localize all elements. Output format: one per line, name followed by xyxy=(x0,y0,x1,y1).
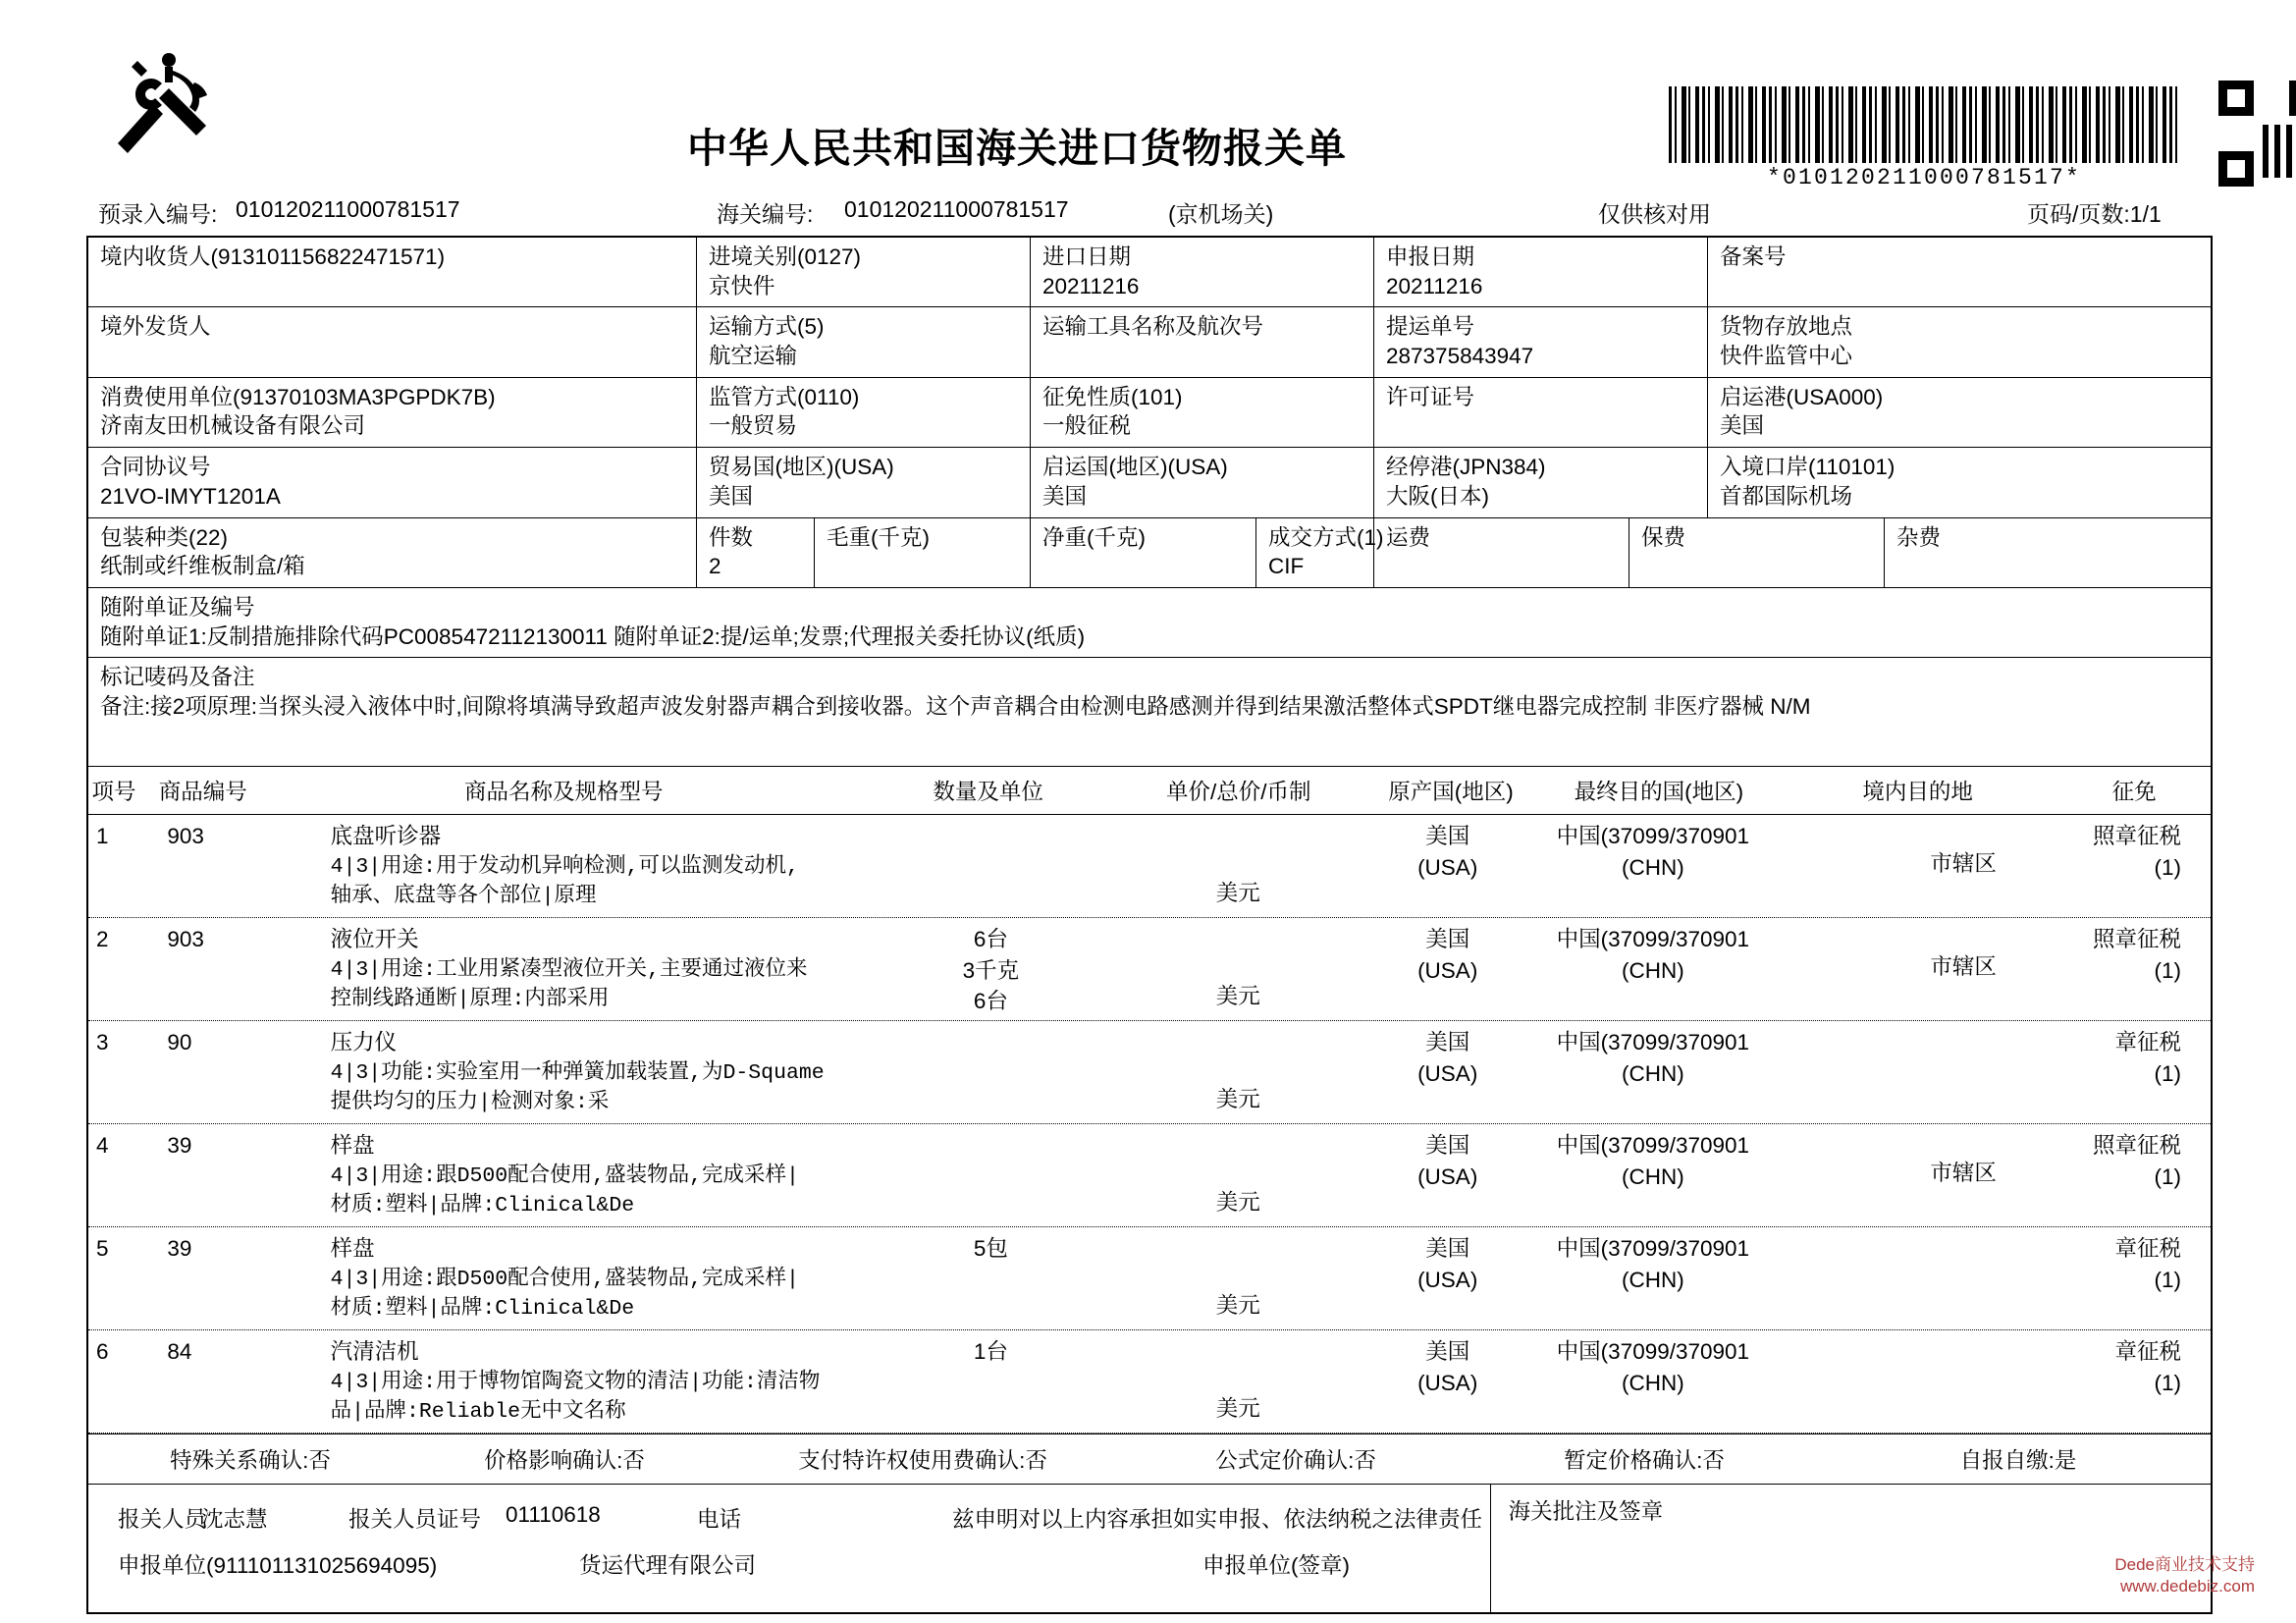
levy-type: 照章征税 xyxy=(2093,1133,2182,1159)
field-import-port-type xyxy=(697,238,1031,306)
confirm-label: 暂定价格确认: xyxy=(1564,1448,1703,1474)
dest-country: 中国(37099/370901 xyxy=(1556,1030,1750,1055)
goods-spec-line1: 4|3|用途:跟D500配合使用,盛装物品,完成采样| xyxy=(330,1267,799,1291)
cell-no: 6 xyxy=(96,1339,109,1365)
declarant-cert-label: 报关人员证号 xyxy=(348,1507,482,1533)
declare-unit-sign-label: 申报单位(签章) xyxy=(1202,1553,1350,1579)
customs-no-value: 010120211000781517 xyxy=(844,196,1069,222)
field-departure-port xyxy=(1708,378,2211,447)
declaration-table xyxy=(86,236,2213,1614)
pre-entry-value: 010120211000781517 xyxy=(236,196,460,222)
cell-origin xyxy=(1360,918,1535,1020)
field-label: 运输工具名称及航次号 xyxy=(1042,314,1264,340)
origin-code: (USA) xyxy=(1417,957,1478,983)
goods-spec-line2: 材质:塑料|品牌:Clinical&De xyxy=(330,1296,635,1321)
confirm-label: 公式定价确认: xyxy=(1215,1448,1355,1474)
watermark xyxy=(2114,1554,2255,1597)
legal-statement: 兹申明对以上内容承担如实申报、依法纳税之法律责任 xyxy=(952,1507,1483,1533)
cell-levy xyxy=(2056,918,2211,1020)
table-row xyxy=(88,815,2211,918)
barcode-bars xyxy=(1669,86,2179,163)
cell-dest xyxy=(1535,918,1770,1020)
cell-no: 3 xyxy=(96,1030,109,1055)
cell-no: 1 xyxy=(96,824,109,849)
field-net-weight xyxy=(1031,518,1256,587)
origin-code: (USA) xyxy=(1417,1163,1478,1189)
declarant-name: 沈志慧 xyxy=(201,1507,268,1533)
col-header-code: 商品编号 xyxy=(158,780,247,805)
footer-customs-note xyxy=(1491,1485,2211,1612)
goods-spec-line2: 品|品牌:Reliable无中文名称 xyxy=(330,1399,626,1424)
barcode-number: *010120211000781517* xyxy=(1766,165,2082,190)
field-pieces xyxy=(697,518,815,587)
declare-unit-label: 申报单位(911101131025694095) xyxy=(118,1553,438,1579)
cell-qty xyxy=(865,1124,1116,1226)
qty-line1: 1台 xyxy=(973,1339,1008,1365)
field-value: 随附单证1:反制措施排除代码PC0085472112130011 随附单证2:提/运单;发票;代理报关委托协议(纸质) xyxy=(100,623,1086,649)
goods-title: 底盘听诊器 xyxy=(330,824,442,849)
field-value: 2 xyxy=(709,554,721,579)
table-row xyxy=(88,658,2211,767)
goods-spec-line2: 轴承、底盘等各个部位|原理 xyxy=(330,884,597,908)
goods-title: 压力仪 xyxy=(330,1030,398,1055)
field-label: 杂费 xyxy=(1896,524,1942,550)
col-header-origin: 原产国(地区) xyxy=(1388,780,1514,805)
field-value: 287375843947 xyxy=(1386,344,1534,369)
table-row xyxy=(88,1227,2211,1330)
field-value: 京快件 xyxy=(709,273,775,298)
field-overseas-consignor xyxy=(88,307,697,376)
field-license-no xyxy=(1374,378,1708,447)
field-label: 包装种类(22) xyxy=(100,524,229,550)
customs-note-label: 海关批注及签章 xyxy=(1508,1499,1664,1525)
field-value: 大阪(日本) xyxy=(1386,483,1489,509)
field-label: 消费使用单位(91370103MA3PGPDK7B) xyxy=(100,384,496,409)
field-goods-location xyxy=(1708,307,2211,376)
confirm-royalty-payment xyxy=(717,1443,1129,1475)
field-attached-docs xyxy=(88,588,2211,657)
cell-name xyxy=(270,1330,866,1433)
field-label: 征免性质(101) xyxy=(1042,384,1183,409)
cell-qty xyxy=(865,918,1116,1020)
inland-dest: 市辖区 xyxy=(1930,954,1997,980)
table-row xyxy=(88,518,2211,588)
cell-inland xyxy=(1770,815,2056,917)
cell-inland xyxy=(1770,1330,2056,1433)
field-label: 境内收货人(913101156822471571) xyxy=(100,244,446,269)
cell-price xyxy=(1116,1124,1360,1226)
customs-emblem-icon xyxy=(108,49,226,157)
origin-country: 美国 xyxy=(1425,1339,1470,1365)
origin-country: 美国 xyxy=(1425,1030,1470,1055)
cell-inland xyxy=(1770,1021,2056,1123)
qty-line2: 3千克 xyxy=(962,957,1020,983)
goods-title: 样盘 xyxy=(330,1236,375,1262)
dest-code: (CHN) xyxy=(1622,854,1684,880)
cell-inland xyxy=(1770,918,2056,1020)
confirm-label: 自报自缴: xyxy=(1959,1448,2055,1474)
cell-no: 2 xyxy=(96,927,109,952)
col-header-name: 商品名称及规格型号 xyxy=(464,780,664,805)
currency: 美元 xyxy=(1215,1087,1260,1112)
field-label: 货物存放地点 xyxy=(1720,314,1853,340)
declare-unit-value: 货运代理有限公司 xyxy=(579,1553,757,1579)
field-label: 经停港(JPN384) xyxy=(1386,455,1546,480)
field-record-no xyxy=(1708,238,2211,306)
table-row xyxy=(88,918,2211,1021)
levy-code: (1) xyxy=(2154,1060,2182,1086)
col-header-inland: 境内目的地 xyxy=(1862,780,1973,805)
dest-code: (CHN) xyxy=(1622,1370,1684,1395)
table-row xyxy=(88,378,2211,448)
confirm-price-influence xyxy=(412,1443,717,1475)
currency: 美元 xyxy=(1215,881,1260,906)
field-transport-name xyxy=(1031,307,1374,376)
field-value: 备注:接2项原理:当探头浸入液体中时,间隙将填满导致超声波发射器声耦合到接收器。这个声音耦合由检测电路感测并得到结果激活整体式SPDT继电器完成控制 非医疗器械 N/M xyxy=(100,693,1811,719)
goods-title: 样盘 xyxy=(330,1133,375,1159)
confirm-label: 支付特许权使用费确认: xyxy=(798,1448,1026,1474)
levy-type: 章征税 xyxy=(2114,1339,2182,1365)
goods-spec-line2: 材质:塑料|品牌:Clinical&De xyxy=(330,1193,635,1217)
goods-spec-line1: 4|3|功能:实验室用一种弹簧加载装置,为D-Squame xyxy=(330,1060,825,1085)
field-value: 纸制或纤维板制盒/箱 xyxy=(100,554,305,579)
cell-inland xyxy=(1770,1124,2056,1226)
inland-dest: 市辖区 xyxy=(1930,1161,1997,1186)
goods-spec-line1: 4|3|用途:用于发动机异响检测,可以监测发动机, xyxy=(330,854,799,879)
field-transit-port xyxy=(1374,448,1708,516)
page-number: 页码/页数:1/1 xyxy=(2027,201,2162,227)
field-label: 运输方式(5) xyxy=(709,314,825,340)
col-header-price: 单价/总价/币制 xyxy=(1166,780,1311,805)
field-freight xyxy=(1374,518,1629,587)
cell-price xyxy=(1116,1330,1360,1433)
confirm-value: 否 xyxy=(622,1448,645,1474)
field-value: 一般贸易 xyxy=(709,413,798,439)
check-only-note: 仅供核对用 xyxy=(1598,201,1711,227)
field-entry-port xyxy=(1708,448,2211,516)
goods-title: 液位开关 xyxy=(330,927,419,952)
currency: 美元 xyxy=(1215,1293,1260,1319)
declarant-cert-value: 01110618 xyxy=(506,1502,601,1528)
field-supervise-mode xyxy=(697,378,1031,447)
field-label: 随附单证及编号 xyxy=(100,594,255,620)
field-label: 申报日期 xyxy=(1386,244,1475,269)
field-label: 净重(千克) xyxy=(1042,524,1146,550)
cell-origin xyxy=(1360,815,1535,917)
field-label: 启运国(地区)(USA) xyxy=(1042,455,1228,480)
cell-code: 39 xyxy=(167,1236,192,1262)
origin-code: (USA) xyxy=(1417,1267,1478,1292)
col-header-dest: 最终目的国(地区) xyxy=(1574,780,1744,805)
field-levy-nature xyxy=(1031,378,1374,447)
table-row xyxy=(88,1124,2211,1227)
cell-code: 39 xyxy=(167,1133,192,1159)
cell-levy xyxy=(2056,815,2211,917)
dest-code: (CHN) xyxy=(1622,1163,1684,1189)
top-info-row xyxy=(98,196,2218,226)
field-declare-date xyxy=(1374,238,1708,306)
levy-code: (1) xyxy=(2154,1267,2182,1292)
dest-country: 中国(37099/370901 xyxy=(1556,1133,1750,1159)
origin-code: (USA) xyxy=(1417,854,1478,880)
cell-origin xyxy=(1360,1330,1535,1433)
cell-code: 903 xyxy=(167,927,204,952)
table-row xyxy=(88,307,2211,377)
qr-code-icon xyxy=(2218,81,2296,187)
cell-dest xyxy=(1535,1227,1770,1329)
cell-levy xyxy=(2056,1021,2211,1123)
goods-table-header xyxy=(88,767,2211,815)
levy-type: 章征税 xyxy=(2114,1236,2182,1262)
field-value: CIF xyxy=(1268,554,1305,579)
origin-country: 美国 xyxy=(1425,927,1470,952)
field-gross-weight xyxy=(815,518,1031,587)
cell-qty xyxy=(865,1227,1116,1329)
origin-country: 美国 xyxy=(1425,824,1470,849)
watermark-line2: www.dedebiz.com xyxy=(2119,1576,2255,1596)
dest-country: 中国(37099/370901 xyxy=(1556,927,1750,952)
inland-dest: 市辖区 xyxy=(1930,851,1997,877)
confirm-provisional-price xyxy=(1463,1443,1826,1475)
field-misc-fee xyxy=(1885,518,2211,587)
cell-name xyxy=(270,1124,866,1226)
field-transport-mode xyxy=(697,307,1031,376)
origin-country: 美国 xyxy=(1425,1133,1470,1159)
field-label: 进口日期 xyxy=(1042,244,1132,269)
levy-type: 照章征税 xyxy=(2093,824,2182,849)
field-bill-no xyxy=(1374,307,1708,376)
field-label: 合同协议号 xyxy=(100,455,211,480)
dest-code: (CHN) xyxy=(1622,1267,1684,1292)
field-import-date xyxy=(1031,238,1374,306)
field-value: 美国 xyxy=(1042,483,1088,509)
confirm-value: 否 xyxy=(1354,1448,1376,1474)
cell-qty xyxy=(865,1021,1116,1123)
levy-code: (1) xyxy=(2154,1370,2182,1395)
field-consumer-unit xyxy=(88,378,697,447)
cell-dest xyxy=(1535,1124,1770,1226)
pre-entry-label: 预录入编号: xyxy=(98,201,218,227)
field-departure-country xyxy=(1031,448,1374,516)
levy-code: (1) xyxy=(2154,1163,2182,1189)
confirm-value: 否 xyxy=(1025,1448,1047,1474)
field-label: 运费 xyxy=(1386,524,1431,550)
field-label: 入境口岸(110101) xyxy=(1720,455,1896,480)
field-value: 20211216 xyxy=(1386,273,1483,298)
footer-declarant-block xyxy=(88,1485,1491,1612)
cell-code: 90 xyxy=(167,1030,192,1055)
field-value: 快件监管中心 xyxy=(1720,344,1853,369)
confirm-label: 特殊关系确认: xyxy=(170,1448,309,1474)
cell-code: 903 xyxy=(167,824,204,849)
field-label: 保费 xyxy=(1641,524,1686,550)
field-label: 进境关别(0127) xyxy=(709,244,862,269)
col-header-qty: 数量及单位 xyxy=(933,780,1043,805)
field-insurance xyxy=(1629,518,1885,587)
cell-code: 84 xyxy=(167,1339,192,1365)
cell-no: 5 xyxy=(96,1236,109,1262)
goods-spec-line1: 4|3|用途:跟D500配合使用,盛装物品,完成采样| xyxy=(330,1163,799,1188)
cell-origin xyxy=(1360,1021,1535,1123)
field-label: 境外发货人 xyxy=(100,314,211,340)
goods-spec-line2: 提供均匀的压力|检测对象:采 xyxy=(330,1090,610,1114)
origin-code: (USA) xyxy=(1417,1370,1478,1395)
goods-spec-line2: 控制线路通断|原理:内部采用 xyxy=(330,987,610,1011)
cell-name xyxy=(270,918,866,1020)
qty-line3: 6台 xyxy=(973,989,1008,1014)
levy-code: (1) xyxy=(2154,854,2182,880)
footer-row xyxy=(88,1485,2211,1612)
field-value: 美国 xyxy=(709,483,754,509)
currency: 美元 xyxy=(1215,984,1260,1009)
confirm-label: 价格影响确认: xyxy=(484,1448,623,1474)
confirm-self-declare xyxy=(1826,1443,2211,1475)
field-label: 备案号 xyxy=(1720,244,1787,269)
confirm-special-relation xyxy=(88,1443,412,1475)
table-row xyxy=(88,238,2211,307)
confirm-value: 否 xyxy=(1702,1448,1725,1474)
table-row xyxy=(88,1330,2211,1434)
field-trade-country xyxy=(697,448,1031,516)
field-label: 启运港(USA000) xyxy=(1720,384,1884,409)
field-value: 一般征税 xyxy=(1042,413,1132,439)
dest-code: (CHN) xyxy=(1622,957,1684,983)
dest-code: (CHN) xyxy=(1622,1060,1684,1086)
levy-type: 照章征税 xyxy=(2093,927,2182,952)
field-value: 济南友田机械设备有限公司 xyxy=(100,413,366,439)
field-consignee xyxy=(88,238,697,306)
declarant-label: 报关人员 xyxy=(118,1507,207,1533)
cell-price xyxy=(1116,1227,1360,1329)
goods-spec-line1: 4|3|用途:用于博物馆陶瓷文物的清洁|功能:清洁物 xyxy=(330,1370,821,1394)
cell-levy xyxy=(2056,1330,2211,1433)
field-label: 监管方式(0110) xyxy=(709,384,860,409)
field-value: 航空运输 xyxy=(709,344,798,369)
field-value: 21VO-IMYT1201A xyxy=(100,483,281,509)
goods-title: 汽清洁机 xyxy=(330,1339,419,1365)
field-trade-terms xyxy=(1256,518,1384,587)
barcode xyxy=(1669,86,2179,190)
field-label: 件数 xyxy=(709,524,754,550)
confirm-value: 否 xyxy=(308,1448,331,1474)
levy-type: 章征税 xyxy=(2114,1030,2182,1055)
cell-name xyxy=(270,1021,866,1123)
currency: 美元 xyxy=(1215,1396,1260,1422)
qty-line3: 5包 xyxy=(973,1236,1008,1262)
cell-name xyxy=(270,815,866,917)
field-value: 美国 xyxy=(1720,413,1765,439)
origin-code: (USA) xyxy=(1417,1060,1478,1086)
field-label: 提运单号 xyxy=(1386,314,1475,340)
goods-spec-line1: 4|3|用途:工业用紧凑型液位开关,主要通过液位来 xyxy=(330,957,808,982)
cell-inland xyxy=(1770,1227,2056,1329)
cell-price xyxy=(1116,815,1360,917)
customs-no-label: 海关编号: xyxy=(717,201,814,227)
table-row xyxy=(88,1021,2211,1124)
field-label: 毛重(千克) xyxy=(827,524,930,550)
cell-dest xyxy=(1535,815,1770,917)
cell-price xyxy=(1116,1021,1360,1123)
dest-country: 中国(37099/370901 xyxy=(1556,1236,1750,1262)
cell-no: 4 xyxy=(96,1133,109,1159)
field-label: 成交方式(1) xyxy=(1268,524,1384,550)
currency: 美元 xyxy=(1215,1190,1260,1216)
confirmation-row xyxy=(88,1434,2211,1485)
field-package-type xyxy=(88,518,697,587)
cell-name xyxy=(270,1227,866,1329)
confirm-formula-pricing xyxy=(1129,1443,1463,1475)
col-header-levy: 征免 xyxy=(2111,780,2157,805)
customs-office: (京机场关) xyxy=(1168,201,1274,227)
field-label: 标记唛码及备注 xyxy=(100,665,255,690)
field-contract-no xyxy=(88,448,697,516)
cell-qty xyxy=(865,1330,1116,1433)
field-label: 许可证号 xyxy=(1386,384,1475,409)
cell-dest xyxy=(1535,1021,1770,1123)
cell-qty xyxy=(865,815,1116,917)
cell-dest xyxy=(1535,1330,1770,1433)
levy-code: (1) xyxy=(2154,957,2182,983)
field-value: 首都国际机场 xyxy=(1720,483,1853,509)
confirm-value: 是 xyxy=(2054,1448,2077,1474)
page-title: 中华人民共和国海关进口货物报关单 xyxy=(687,126,1347,171)
cell-origin xyxy=(1360,1227,1535,1329)
cell-levy xyxy=(2056,1124,2211,1226)
col-header-no: 项号 xyxy=(91,780,136,805)
field-value: 20211216 xyxy=(1042,273,1140,298)
goods-table-body xyxy=(88,815,2211,1434)
table-row xyxy=(88,448,2211,517)
table-row xyxy=(88,588,2211,658)
field-label: 贸易国(地区)(USA) xyxy=(709,455,894,480)
field-marks-remarks xyxy=(88,658,2211,766)
qty-line1: 6台 xyxy=(973,927,1008,952)
document-header xyxy=(98,39,2218,190)
dest-country: 中国(37099/370901 xyxy=(1556,824,1750,849)
phone-label: 电话 xyxy=(697,1507,742,1533)
origin-country: 美国 xyxy=(1425,1236,1470,1262)
dest-country: 中国(37099/370901 xyxy=(1556,1339,1750,1365)
cell-price xyxy=(1116,918,1360,1020)
cell-levy xyxy=(2056,1227,2211,1329)
watermark-line1: Dede商业技术支持 xyxy=(2114,1554,2255,1574)
cell-origin xyxy=(1360,1124,1535,1226)
